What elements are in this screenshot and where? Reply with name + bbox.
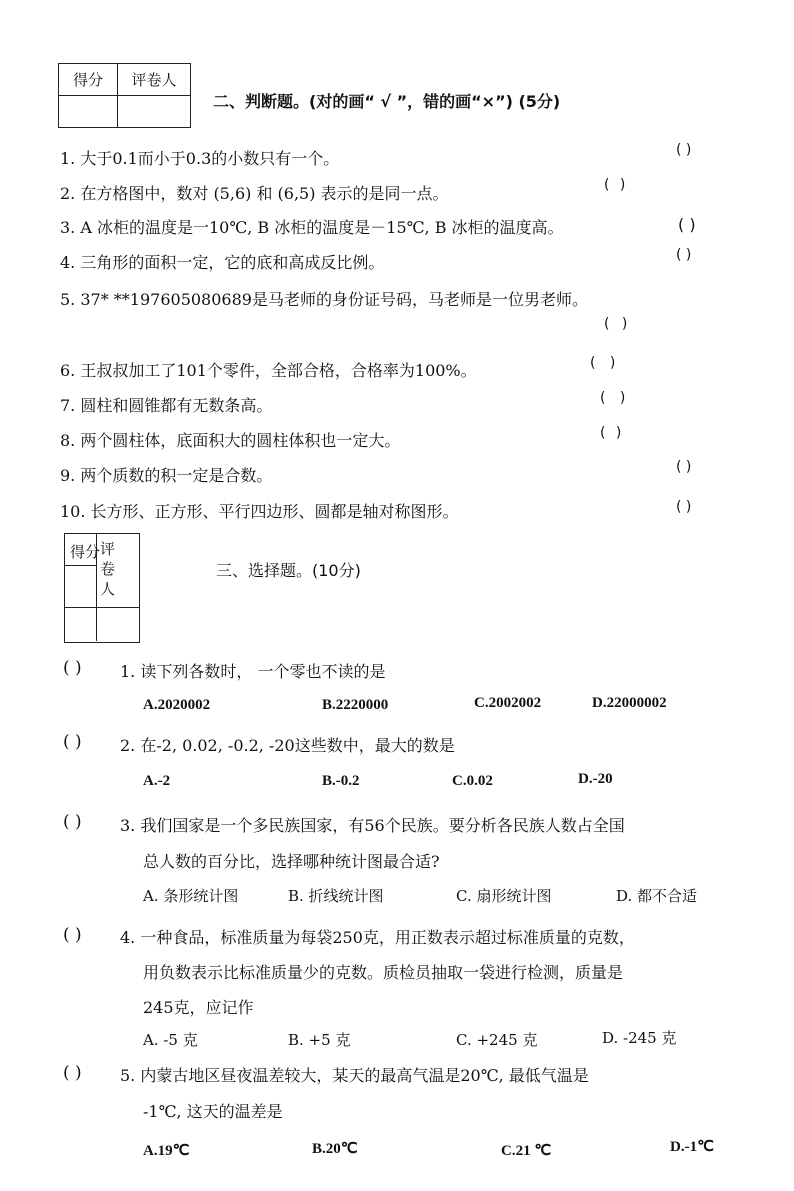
option-4d[interactable]: D. -245 克 bbox=[602, 1029, 677, 1047]
choice-question-4-line3: 245克，应记作 bbox=[143, 998, 254, 1017]
choice-question-3-line1: 3. 我们国家是一个多民族国家，有56个民族。要分析各民族人数占全国 bbox=[120, 816, 625, 835]
answer-paren-q5[interactable]: ( ) bbox=[63, 1063, 82, 1083]
option-1d[interactable]: D.22000002 bbox=[592, 695, 667, 711]
score-header: 得分 bbox=[70, 543, 101, 561]
choice-question-5-line1: 5. 内蒙古地区昼夜温差较大，某天的最高气温是20℃, 最低气温是 bbox=[120, 1066, 589, 1085]
judge-item-3: 3. A 冰柜的温度是一10℃, B 冰柜的温度是－15℃, B 冰柜的温度高。 bbox=[60, 218, 564, 237]
option-3c[interactable]: C. 扇形统计图 bbox=[456, 887, 552, 905]
judge-item-8: 8. 两个圆柱体，底面积大的圆柱体积也一定大。 bbox=[60, 431, 401, 450]
answer-paren-q3[interactable]: ( ) bbox=[63, 812, 82, 832]
choice-question-1: 1. 读下列各数时， 一个零也不读的是 bbox=[120, 662, 386, 681]
option-5b[interactable]: B.20℃ bbox=[312, 1141, 358, 1157]
score-cell[interactable] bbox=[59, 96, 118, 128]
judge-item-2: 2. 在方格图中，数对 (5,6) 和 (6,5) 表示的是同一点。 bbox=[60, 184, 449, 203]
answer-paren-7[interactable]: ( ) bbox=[600, 390, 631, 406]
judge-item-10: 10. 长方形、正方形、平行四边形、圆都是轴对称图形。 bbox=[60, 502, 459, 521]
choice-question-2: 2. 在-2, 0.02, -0.2, -20这些数中，最大的数是 bbox=[120, 736, 455, 755]
option-2d[interactable]: D.-20 bbox=[578, 771, 613, 787]
option-3b[interactable]: B. 折线统计图 bbox=[288, 887, 384, 905]
answer-paren-q1[interactable]: ( ) bbox=[63, 658, 82, 678]
choice-question-4-line1: 4. 一种食品，标准质量为每袋250克，用正数表示超过标准质量的克数， bbox=[120, 928, 635, 947]
grader-cell[interactable] bbox=[118, 96, 191, 128]
score-table-section2 bbox=[58, 63, 191, 128]
option-5d[interactable]: D.-1℃ bbox=[670, 1139, 714, 1155]
option-1b[interactable]: B.2220000 bbox=[322, 697, 389, 713]
answer-paren-9[interactable]: ( ) bbox=[676, 459, 692, 475]
answer-paren-8[interactable]: ( ) bbox=[600, 425, 625, 441]
answer-paren-4[interactable]: ( ) bbox=[676, 247, 692, 263]
answer-paren-2[interactable]: ( ) bbox=[604, 177, 629, 193]
option-1a[interactable]: A.2020002 bbox=[143, 697, 211, 713]
judge-item-1: 1. 大于0.1而小于0.3的小数只有一个。 bbox=[60, 149, 340, 168]
option-4a[interactable]: A. -5 克 bbox=[143, 1031, 198, 1049]
grader-header: 评卷人 bbox=[100, 540, 116, 598]
answer-paren-q4[interactable]: ( ) bbox=[63, 925, 82, 945]
grader-header: 评卷人 bbox=[118, 64, 191, 96]
option-5c[interactable]: C.21 ℃ bbox=[501, 1143, 552, 1159]
answer-paren-3[interactable]: ( ) bbox=[678, 215, 696, 234]
judge-item-9: 9. 两个质数的积一定是合数。 bbox=[60, 466, 273, 485]
option-3a[interactable]: A. 条形统计图 bbox=[143, 887, 239, 905]
section2-title: 二、判断题。(对的画“ √ ”，错的画“×”) (5分) bbox=[213, 92, 561, 111]
judge-item-6: 6. 王叔叔加工了101个零件，全部合格，合格率为100%。 bbox=[60, 361, 477, 380]
choice-question-3-line2: 总人数的百分比，选择哪种统计图最合适? bbox=[143, 852, 440, 871]
judge-item-4: 4. 三角形的面积一定，它的底和高成反比例。 bbox=[60, 253, 385, 272]
judge-item-5: 5. 37* **197605080689是马老师的身份证号码，马老师是一位男老师。 bbox=[60, 290, 588, 309]
answer-paren-5[interactable]: ( ) bbox=[604, 316, 632, 332]
choice-question-4-line2: 用负数表示比标准质量少的克数。质检员抽取一袋进行检测，质量是 bbox=[143, 963, 624, 982]
option-4b[interactable]: B. +5 克 bbox=[288, 1031, 351, 1049]
score-header: 得分 bbox=[59, 64, 118, 96]
score-table-section3 bbox=[64, 533, 138, 641]
option-3d[interactable]: D. 都不合适 bbox=[616, 887, 698, 905]
choice-question-5-line2: -1℃, 这天的温差是 bbox=[143, 1102, 283, 1121]
answer-paren-q2[interactable]: ( ) bbox=[63, 732, 82, 752]
option-2a[interactable]: A.-2 bbox=[143, 773, 171, 789]
section3-title: 三、选择题。(10分) bbox=[216, 561, 361, 580]
answer-paren-1[interactable]: ( ) bbox=[676, 142, 692, 158]
option-2c[interactable]: C.0.02 bbox=[452, 773, 493, 789]
option-1c[interactable]: C.2002002 bbox=[474, 695, 542, 711]
option-4c[interactable]: C. +245 克 bbox=[456, 1031, 538, 1049]
answer-paren-10[interactable]: ( ) bbox=[676, 499, 692, 515]
answer-paren-6[interactable]: ( ) bbox=[590, 355, 621, 371]
judge-item-7: 7. 圆柱和圆锥都有无数条高。 bbox=[60, 396, 273, 415]
option-5a[interactable]: A.19℃ bbox=[143, 1143, 190, 1159]
option-2b[interactable]: B.-0.2 bbox=[322, 773, 360, 789]
